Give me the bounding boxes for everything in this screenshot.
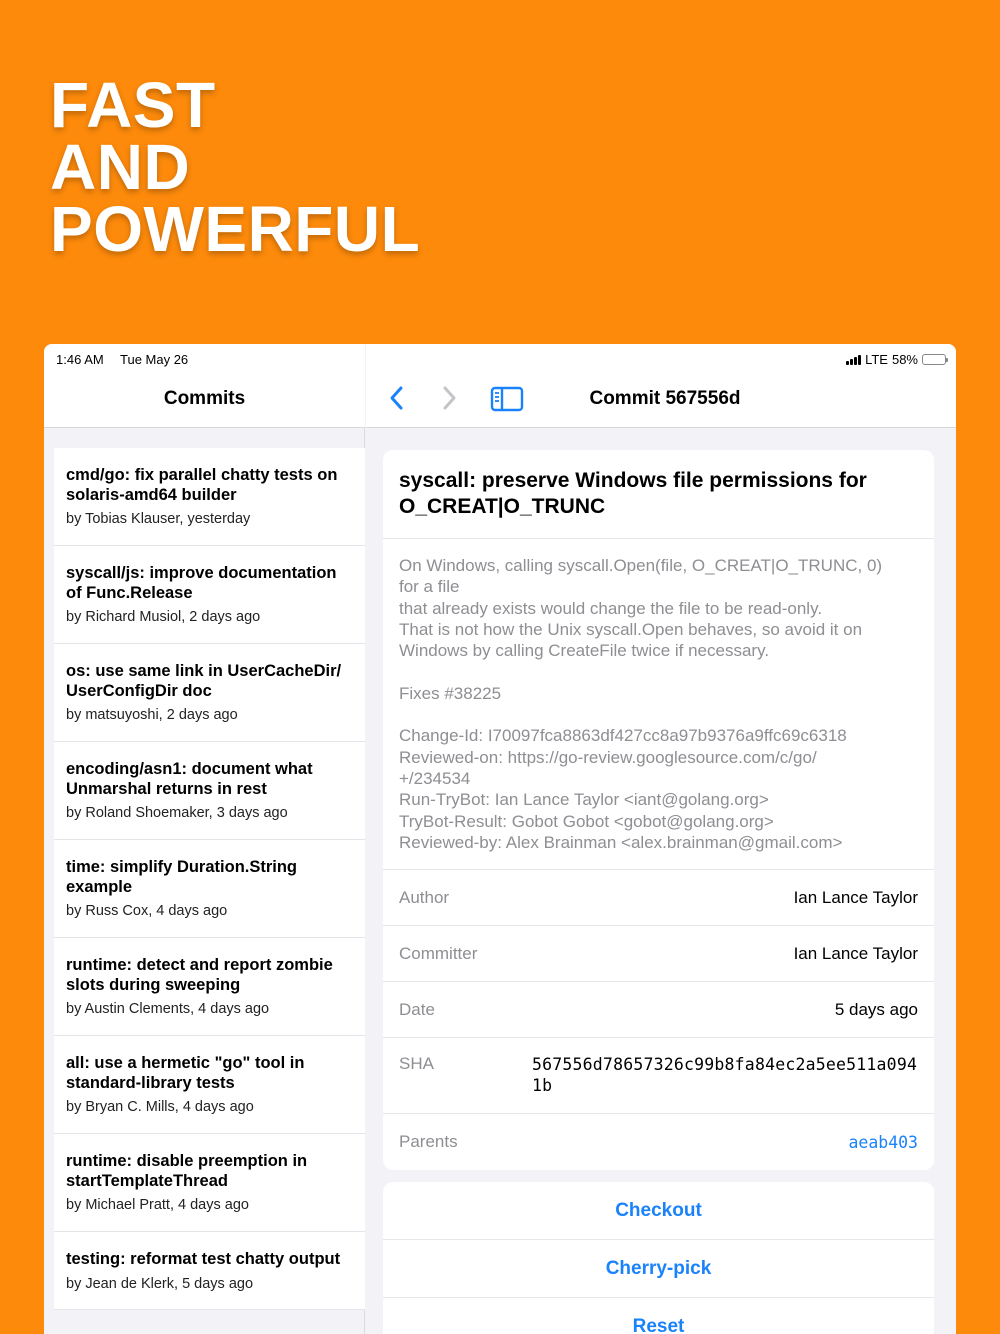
- status-date: Tue May 26: [120, 352, 189, 367]
- sha-value: 567556d78657326c99b8fa84ec2a5ee511a0941b: [532, 1055, 918, 1096]
- commit-meta: by Austin Clements, 4 days ago: [66, 1001, 270, 1017]
- status-right: [846, 352, 946, 367]
- commit-detail: [366, 344, 956, 1334]
- commit-title: all: use a hermetic "go" tool in standard-library tests: [66, 1054, 305, 1092]
- commit-list-item[interactable]: [54, 1232, 365, 1310]
- battery-percent: 58%: [891, 352, 918, 367]
- commit-title: runtime: disable preemption in startTemplateThread: [66, 1152, 308, 1190]
- commit-list-item[interactable]: [54, 1134, 365, 1232]
- commit-title: syscall/js: improve documentation of Func.Release: [66, 564, 337, 602]
- author-row: [383, 870, 934, 926]
- author-value: Ian Lance Taylor: [793, 887, 918, 907]
- sidebar-title: Commits: [163, 388, 246, 409]
- actions-card: [383, 1182, 934, 1334]
- commit-meta: by Tobias Klauser, yesterday: [66, 511, 251, 527]
- battery-icon: [922, 354, 946, 365]
- commit-meta: by Richard Musiol, 2 days ago: [66, 609, 261, 625]
- network-label: LTE: [865, 352, 888, 367]
- commit-meta: by Bryan C. Mills, 4 days ago: [66, 1099, 254, 1115]
- commit-meta: by Jean de Klerk, 5 days ago: [66, 1275, 254, 1292]
- headline-line-1: FAST: [50, 69, 216, 141]
- sha-row: [383, 1038, 934, 1114]
- checkout-button[interactable]: Checkout: [383, 1182, 934, 1240]
- committer-label: Committer: [399, 943, 478, 963]
- commit-title: runtime: detect and report zombie slots during sweeping: [66, 956, 333, 994]
- commit-meta: by Roland Shoemaker, 3 days ago: [66, 805, 288, 821]
- committer-value: Ian Lance Taylor: [793, 943, 918, 963]
- commit-list[interactable]: [54, 448, 365, 1310]
- committer-row: [383, 926, 934, 982]
- commit-meta: by matsuyoshi, 2 days ago: [66, 707, 238, 723]
- ipad-screen: [44, 344, 956, 1334]
- headline-line-2: AND: [50, 131, 191, 203]
- commit-message-body: On Windows, calling syscall.Open(file, O_CREAT|O_TRUNC, 0) for a file that already exists would change the file to be read-only. That is not how the Unix syscall.Open behaves, so avoid it on Windows by calling CreateFile twice if necessary. Fixes #38225 Change-Id: I70097fca8863df427cc8a97b9376a9ffc69c6318 Reviewed-on: https://go-review.googlesource.com/c/go/ +/234534 Run-TryBot: Ian Lance Taylor <iant@golang.org> TryBot-Result: Gobot Gobot <gobot@golang.org> Reviewed-by: Alex Brainman <alex.brainman@gmail.com>: [383, 539, 934, 870]
- detail-title: Commit 567556d: [589, 388, 741, 409]
- commit-info-card: [383, 450, 934, 1170]
- parents-row: [383, 1114, 934, 1170]
- commit-list-item[interactable]: [54, 938, 365, 1036]
- author-label: Author: [399, 887, 450, 907]
- commit-list-item[interactable]: [54, 840, 365, 938]
- date-label: Date: [399, 999, 435, 1019]
- reset-button[interactable]: Reset: [383, 1298, 934, 1334]
- parent-commit-link[interactable]: aeab403: [848, 1132, 918, 1152]
- commit-list-item[interactable]: [54, 1036, 365, 1134]
- headline: [50, 69, 421, 265]
- commit-list-item[interactable]: [54, 448, 365, 546]
- commit-title: cmd/go: fix parallel chatty tests on solaris-amd64 builder: [66, 466, 338, 504]
- commit-meta: by Michael Pratt, 4 days ago: [66, 1197, 249, 1213]
- commit-list-item[interactable]: [54, 742, 365, 840]
- commit-list-item[interactable]: [54, 644, 365, 742]
- sha-label: SHA: [399, 1054, 434, 1074]
- commit-title: os: use same link in UserCacheDir/ UserConfigDir doc: [66, 662, 342, 700]
- headline-line-3: POWERFUL: [50, 193, 421, 265]
- status-bar: [44, 344, 956, 374]
- commit-title: encoding/asn1: document what Unmarshal returns in rest: [66, 760, 313, 798]
- parents-label: Parents: [399, 1132, 458, 1152]
- commit-message-title: syscall: preserve Windows file permissions for O_CREAT|O_TRUNC: [383, 450, 934, 539]
- date-row: [383, 982, 934, 1038]
- cherry-pick-button[interactable]: Cherry-pick: [383, 1240, 934, 1298]
- signal-icon: [846, 355, 861, 365]
- commit-list-item[interactable]: [54, 546, 365, 644]
- sidebar: [44, 344, 365, 1334]
- commit-meta: by Russ Cox, 4 days ago: [66, 903, 228, 919]
- commit-title: testing: reformat test chatty output: [66, 1250, 341, 1268]
- date-value: 5 days ago: [834, 999, 918, 1019]
- status-time: 1:46 AM: [56, 352, 104, 367]
- commit-title: time: simplify Duration.String example: [66, 858, 298, 896]
